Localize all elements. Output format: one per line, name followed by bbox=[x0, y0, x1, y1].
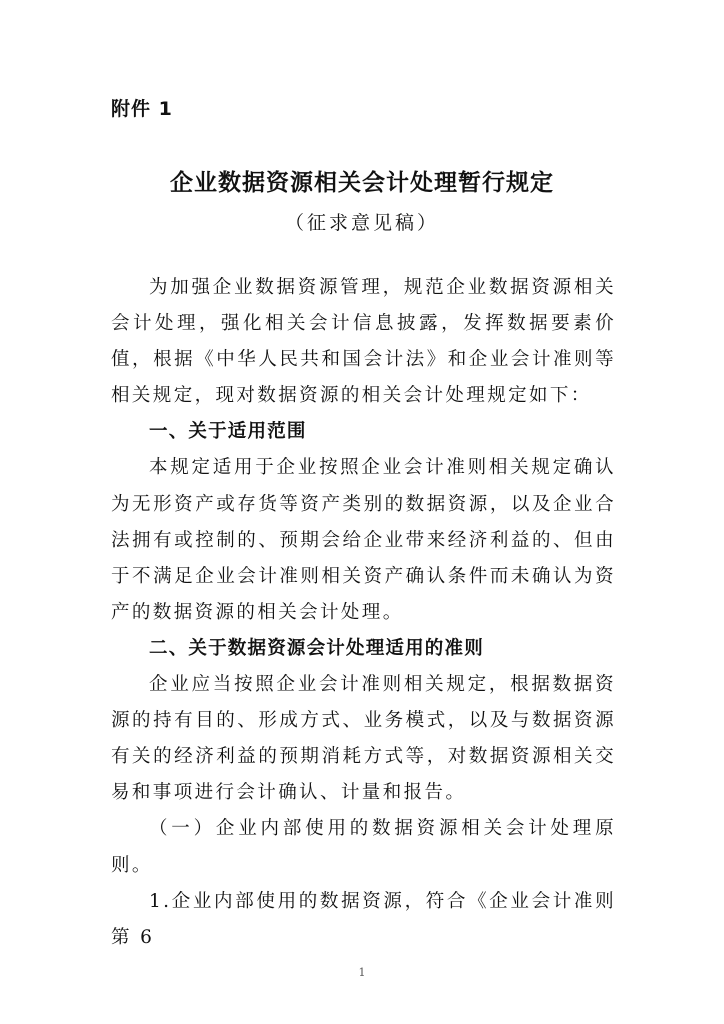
page-number: 1 bbox=[358, 966, 366, 979]
standards-paragraph: 企业应当按照企业会计准则相关规定，根据数据资源的持有目的、形成方式、业务模式，以及与数据资源有关的经济利益的预期消耗方式等，对数据资源相关交易和事项进行会计确认、计量和报告。 bbox=[111, 674, 616, 804]
section-heading-standards: 二、关于数据资源会计处理适用的准则 bbox=[149, 637, 484, 659]
intro-paragraph: 为加强企业数据资源管理，规范企业数据资源相关会计处理，强化相关会计信息披露，发挥数据要素价值，根据《中华人民共和国会计法》和企业会计准则等相关规定，现对数据资源的相关会计处理规定如下： bbox=[111, 277, 616, 407]
attachment-label: 附件 1 bbox=[111, 98, 173, 120]
document-body bbox=[111, 270, 616, 956]
document-title: 企业数据资源相关会计处理暂行规定 bbox=[170, 169, 554, 196]
scope-paragraph: 本规定适用于企业按照企业会计准则相关规定确认为无形资产或存货等资产类别的数据资源，以及企业合法拥有或控制的、预期会给企业带来经济利益的、但由于不满足企业会计准则相关资产确认条件而未确认为资产的数据资源的相关会计处理。 bbox=[111, 457, 616, 623]
document-subtitle: （征求意见稿） bbox=[284, 212, 439, 234]
section-heading-scope: 一、关于适用范围 bbox=[149, 421, 307, 443]
internal-use-paragraph: 1.企业内部使用的数据资源，符合《企业会计准则第 6 bbox=[111, 890, 616, 948]
subsection-heading-internal-use: （一）企业内部使用的数据资源相关会计处理原则。 bbox=[111, 818, 616, 876]
